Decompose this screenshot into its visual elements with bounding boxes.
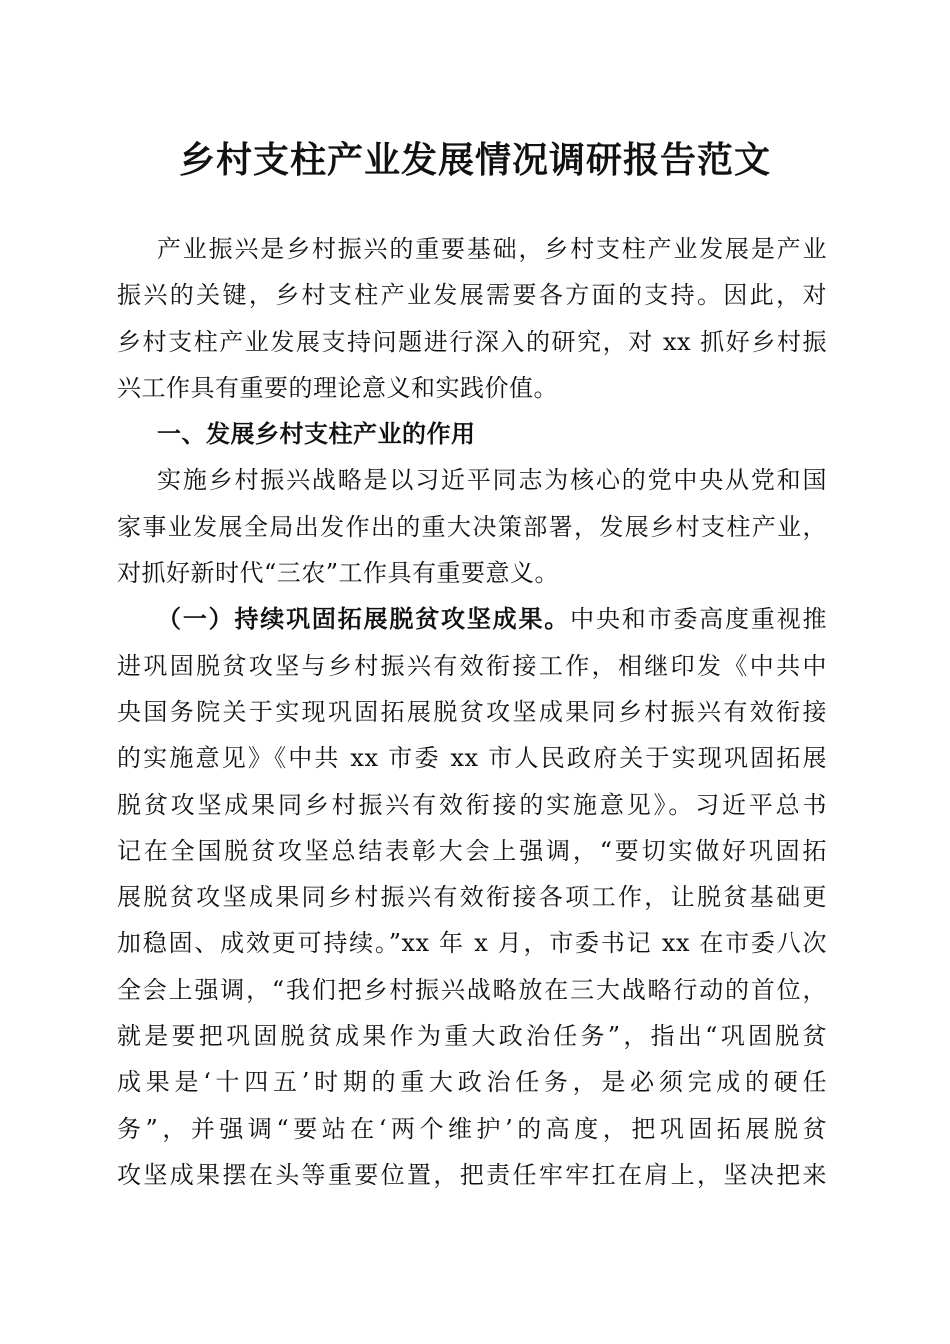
paragraph-line: 乡村支柱产业发展支持问题进行深入的研究，对 xx 抓好乡村振 [117, 327, 827, 356]
paragraph-line: 展脱贫攻坚成果同乡村振兴有效衔接各项工作，让脱贫基础更 [117, 883, 827, 912]
paragraph-line: 记在全国脱贫攻坚总结表彰大会上强调，“要切实做好巩固拓 [117, 836, 827, 865]
paragraph-line: 成果是‘十四五’时期的重大政治任务，是必须完成的硬任 [117, 1068, 827, 1097]
paragraph-line: 对抓好新时代“三农”工作具有重要意义。 [117, 559, 560, 588]
subheading-1: （一）持续巩固拓展脱贫攻坚成果。 [157, 604, 571, 634]
paragraph-line: 振兴的关键，乡村支柱产业发展需要各方面的支持。因此，对 [117, 281, 827, 310]
paragraph-line: 产业振兴是乡村振兴的重要基础，乡村支柱产业发展是产业 [157, 235, 827, 263]
paragraph-line: 全会上强调，“我们把乡村振兴战略放在三大战略行动的首位， [117, 975, 827, 1004]
paragraph-line: 务”，并强调“要站在‘两个维护’的高度，把巩固拓展脱贫 [117, 1114, 827, 1143]
paragraph-line: 央国务院关于实现巩固拓展脱贫攻坚成果同乡村振兴有效衔接 [117, 697, 827, 726]
paragraph-line: 的实施意见》《中共 xx 市委 xx 市人民政府关于实现巩固拓展 [117, 744, 827, 773]
paragraph-text: 中央和市委高度重视推 [570, 605, 828, 634]
paragraph-line: 实施乡村振兴战略是以习近平同志为核心的党中央从党和国 [157, 466, 827, 495]
paragraph-line: 家事业发展全局出发作出的重大决策部署，发展乡村支柱产业， [117, 512, 827, 541]
paragraph-line: 脱贫攻坚成果同乡村振兴有效衔接的实施意见》。习近平总书 [117, 790, 827, 819]
document-title: 乡村支柱产业发展情况调研报告范文 [178, 139, 771, 181]
document-body [117, 226, 827, 1198]
paragraph-line: 加稳固、成效更可持续。”xx 年 x 月，市委书记 xx 在市委八次 [117, 929, 827, 958]
paragraph-line: 进巩固脱贫攻坚与乡村振兴有效衔接工作，相继印发《中共中 [117, 651, 827, 680]
paragraph-line: 攻坚成果摆在头等重要位置，把责任牢牢扛在肩上，坚决把来 [117, 1160, 827, 1189]
section-heading: 一、发展乡村支柱产业的作用 [157, 420, 476, 449]
paragraph-line: 就是要把巩固脱贫成果作为重大政治任务”，指出“巩固脱贫 [117, 1022, 827, 1051]
paragraph-line: 兴工作具有重要的理论意义和实践价值。 [117, 373, 558, 402]
paragraph-line-with-subheading [117, 596, 827, 642]
